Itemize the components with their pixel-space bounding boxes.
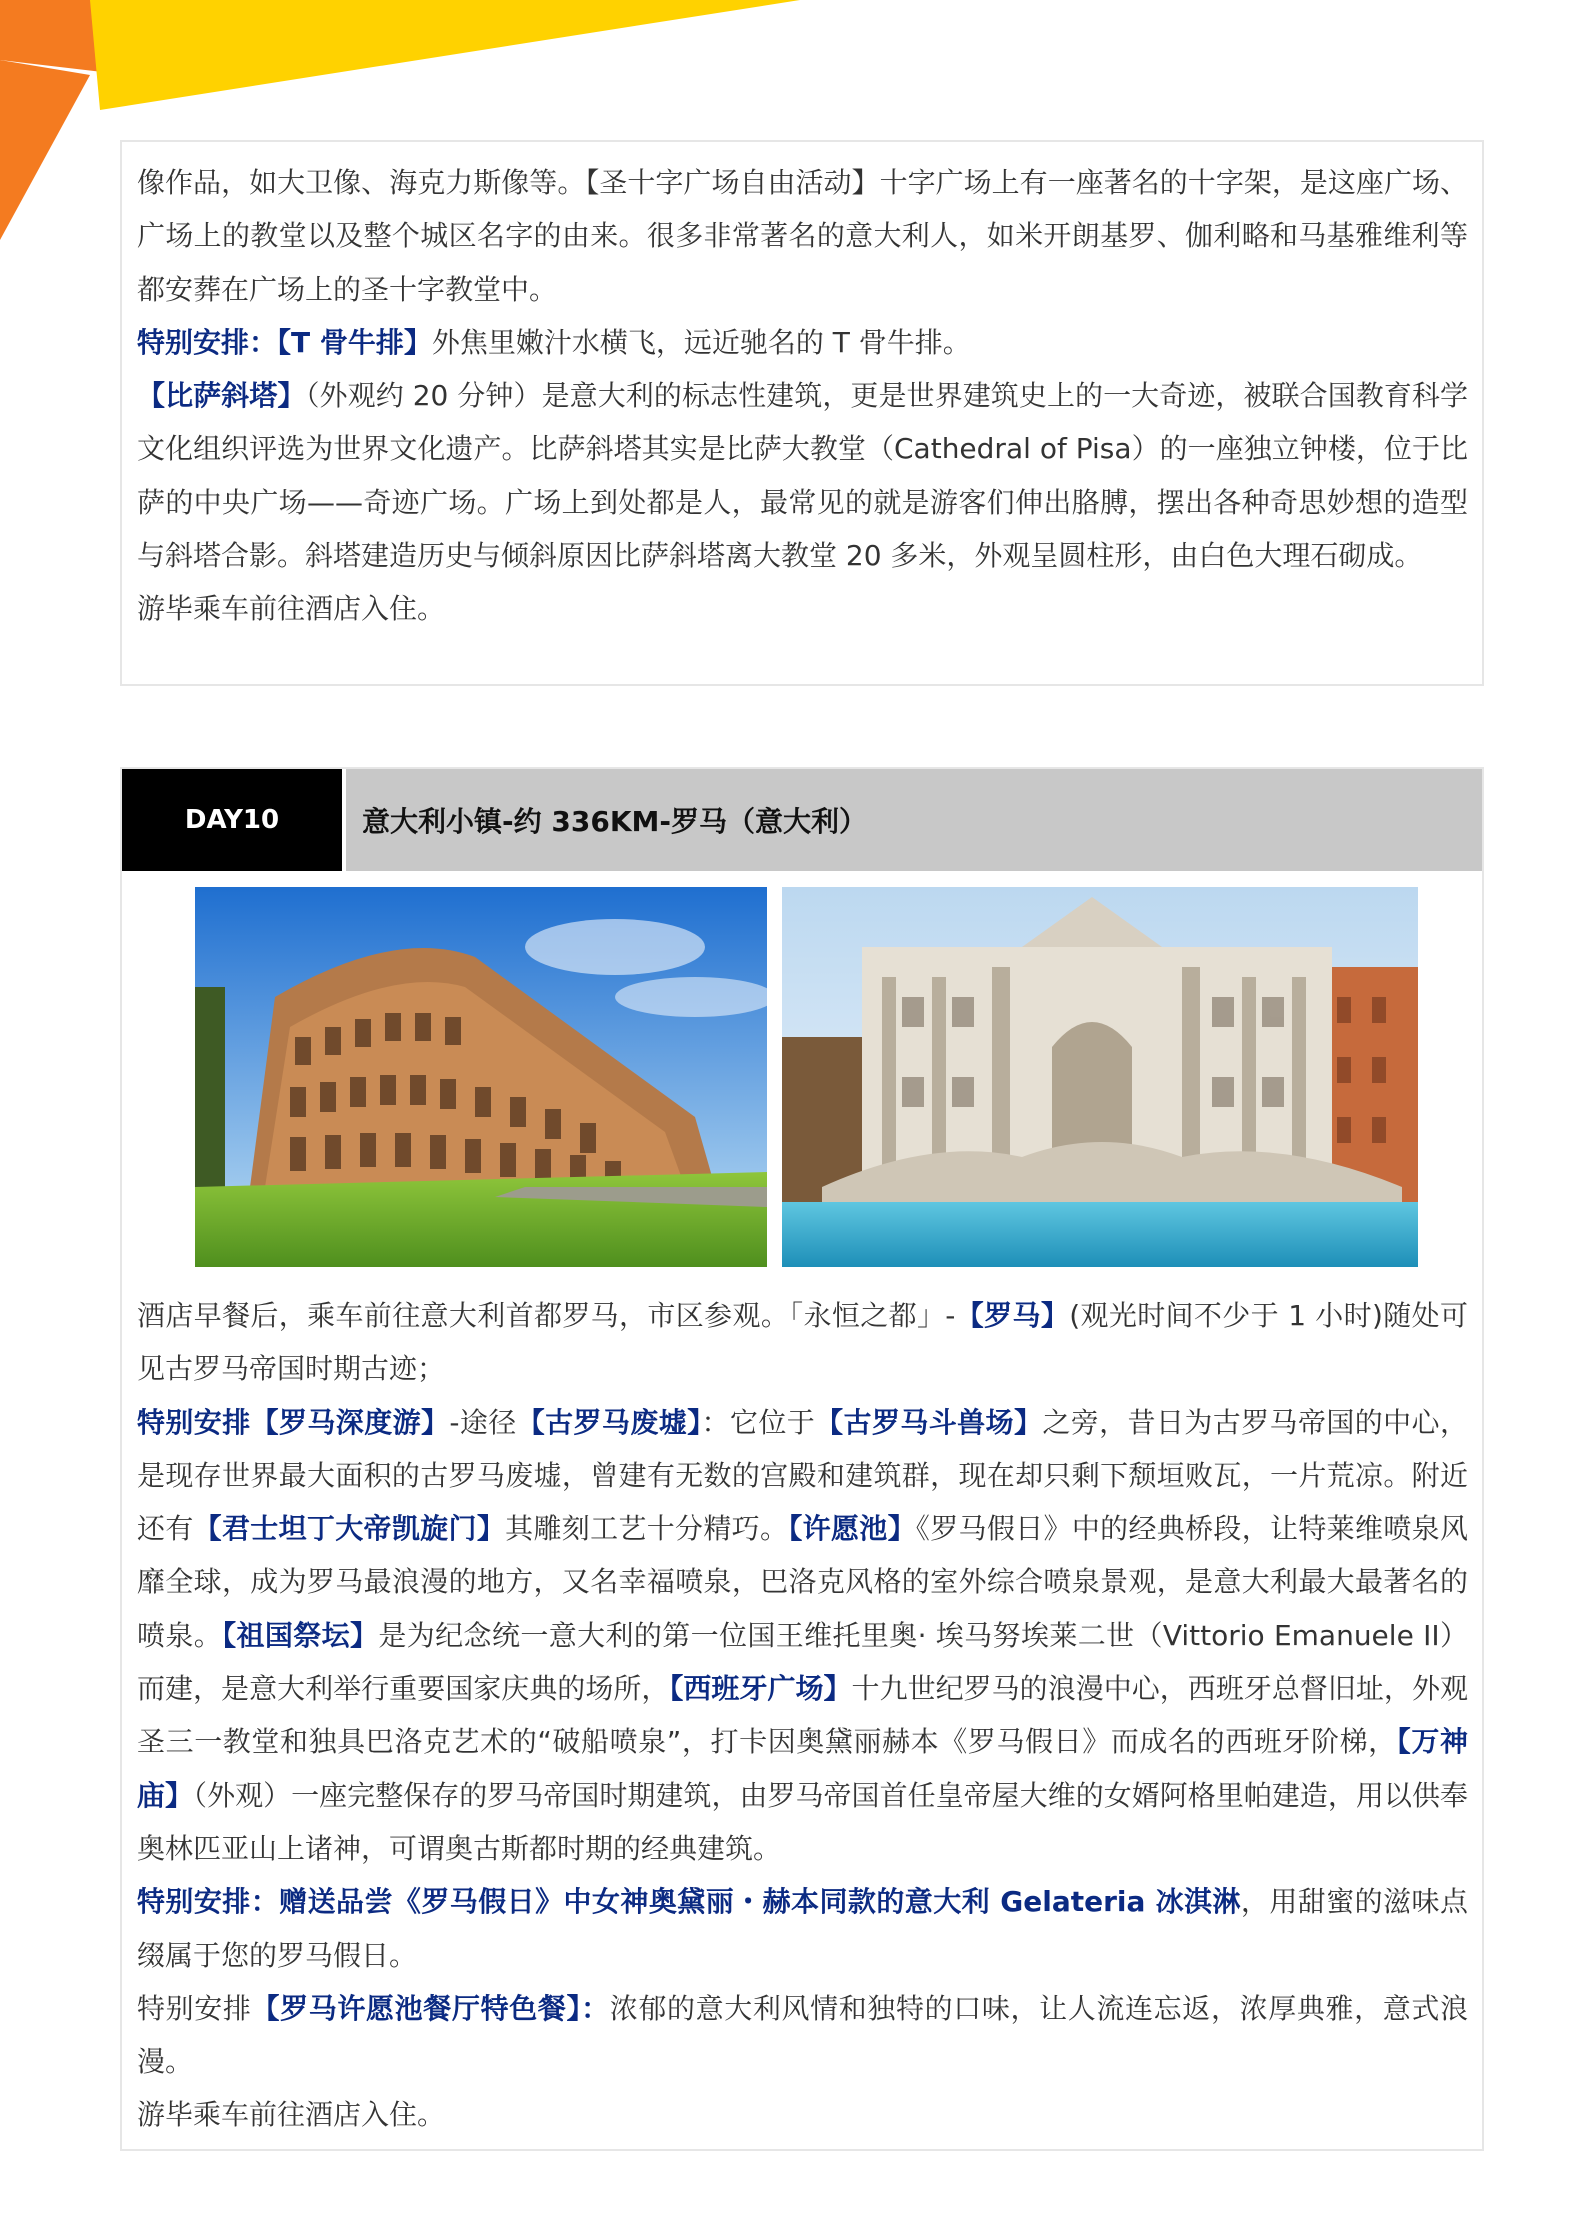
- paragraph-pisa: 【比萨斜塔】（外观约 20 分钟）是意大利的标志性建筑，更是世界建筑史上的一大奇迹，被联合国教育科学文化组织评选为世界文化遗产。比萨斜塔其实是比萨大教堂（Cathedral of Pisa）的一座独立钟楼，位于比萨的中央广场——奇迹广场。广场上到处都是人，最常见的就是游客们伸出胳膊，摆出各种奇思妙想的造型与斜塔合影。斜塔建造历史与倾斜原因比萨斜塔离大教堂 20 多米，外观呈圆柱形，由白色大理石砌成。: [137, 379, 1468, 573]
- paragraph-rome-deep-tour: 特别安排【罗马深度游】-途径【古罗马废墟】：它位于【古罗马斗兽场】之旁，昔日为古罗马帝国的中心，是现存世界最大面积的古罗马废墟，曾建有无数的宫殿和建筑群，现在却只剩下颓垣败瓦，一片荒凉。附近还有【君士坦丁大帝凯旋门】其雕刻工艺十分精巧。【许愿池】《罗马假日》中的经典桥段，让特莱维喷泉风靡全球，成为罗马最浪漫的地方，又名幸福喷泉，巴洛克风格的室外综合喷泉景观，是意大利最大最著名的喷泉。【祖国祭坛】是为纪念统一意大利的第一位国王维托里奥· 埃马努埃莱二世（Vittorio Emanuele II）而建，是意大利举行重要国家庆典的场所，【西班牙广场】十九世纪罗马的浪漫中心，西班牙总督旧址，外观圣三一教堂和独具巴洛克艺术的“破船喷泉”，打卡因奥黛丽赫本《罗马假日》而成名的西班牙阶梯，【万神庙】（外观）一座完整保存的罗马帝国时期建筑，由罗马帝国首任皇帝屋大维的女婿阿格里帕建造，用以供奉奥林匹亚山上诸神，可谓奥古斯都时期的经典建筑。: [137, 1405, 1468, 1865]
- special-arrangement-label: 特别安排：【T 骨牛排】: [137, 325, 432, 359]
- rome-label: 【罗马】: [955, 1299, 1070, 1332]
- day-label: DAY10: [122, 769, 342, 871]
- paragraph-rome-intro: 酒店早餐后，乘车前往意大利首都罗马，市区参观。「永恒之都」-【罗马】(观光时间不少于 1 小时)随处可见古罗马帝国时期古迹；: [137, 1299, 1468, 1386]
- paragraph-florence: 像作品，如大卫像、海克力斯像等。【圣十字广场自由活动】十字广场上有一座著名的十字架，是这座广场、广场上的教堂以及整个城区名字的由来。很多非常著名的意大利人，如米开朗基罗、伽利略和马基雅维利等都安葬在广场上的圣十字教堂中。: [137, 166, 1468, 306]
- itinerary-box-day9-continued: [120, 140, 1484, 686]
- day-title: 意大利小镇-约 336KM-罗马（意大利）: [346, 769, 1482, 871]
- paragraph-trevi-restaurant: 特别安排【罗马许愿池餐厅特色餐】：浓郁的意大利风情和独特的口味，让人流连忘返，浓厚典雅，意式浪漫。: [137, 1991, 1468, 2079]
- paragraph-gelato: 特别安排：赠送品尝《罗马假日》中女神奥黛丽・赫本同款的意大利 Gelateria 冰淇淋，用甜蜜的滋味点缀属于您的罗马假日。: [137, 1885, 1468, 1972]
- colosseum-photo: [195, 887, 767, 1267]
- pisa-tower-label: 【比萨斜塔】: [137, 379, 306, 413]
- trevi-fountain-photo: [782, 887, 1418, 1267]
- itinerary-box-day10: [120, 767, 1484, 2151]
- day-header: [122, 769, 1482, 871]
- paragraph-hotel-day10: 游毕乘车前往酒店入住。: [137, 2098, 446, 2132]
- paragraph-t-bone: 特别安排：【T 骨牛排】外焦里嫩汁水横飞，远近驰名的 T 骨牛排。: [137, 325, 971, 359]
- paragraph-hotel: 游毕乘车前往酒店入住。: [137, 592, 446, 626]
- photo-row: [122, 887, 1482, 1267]
